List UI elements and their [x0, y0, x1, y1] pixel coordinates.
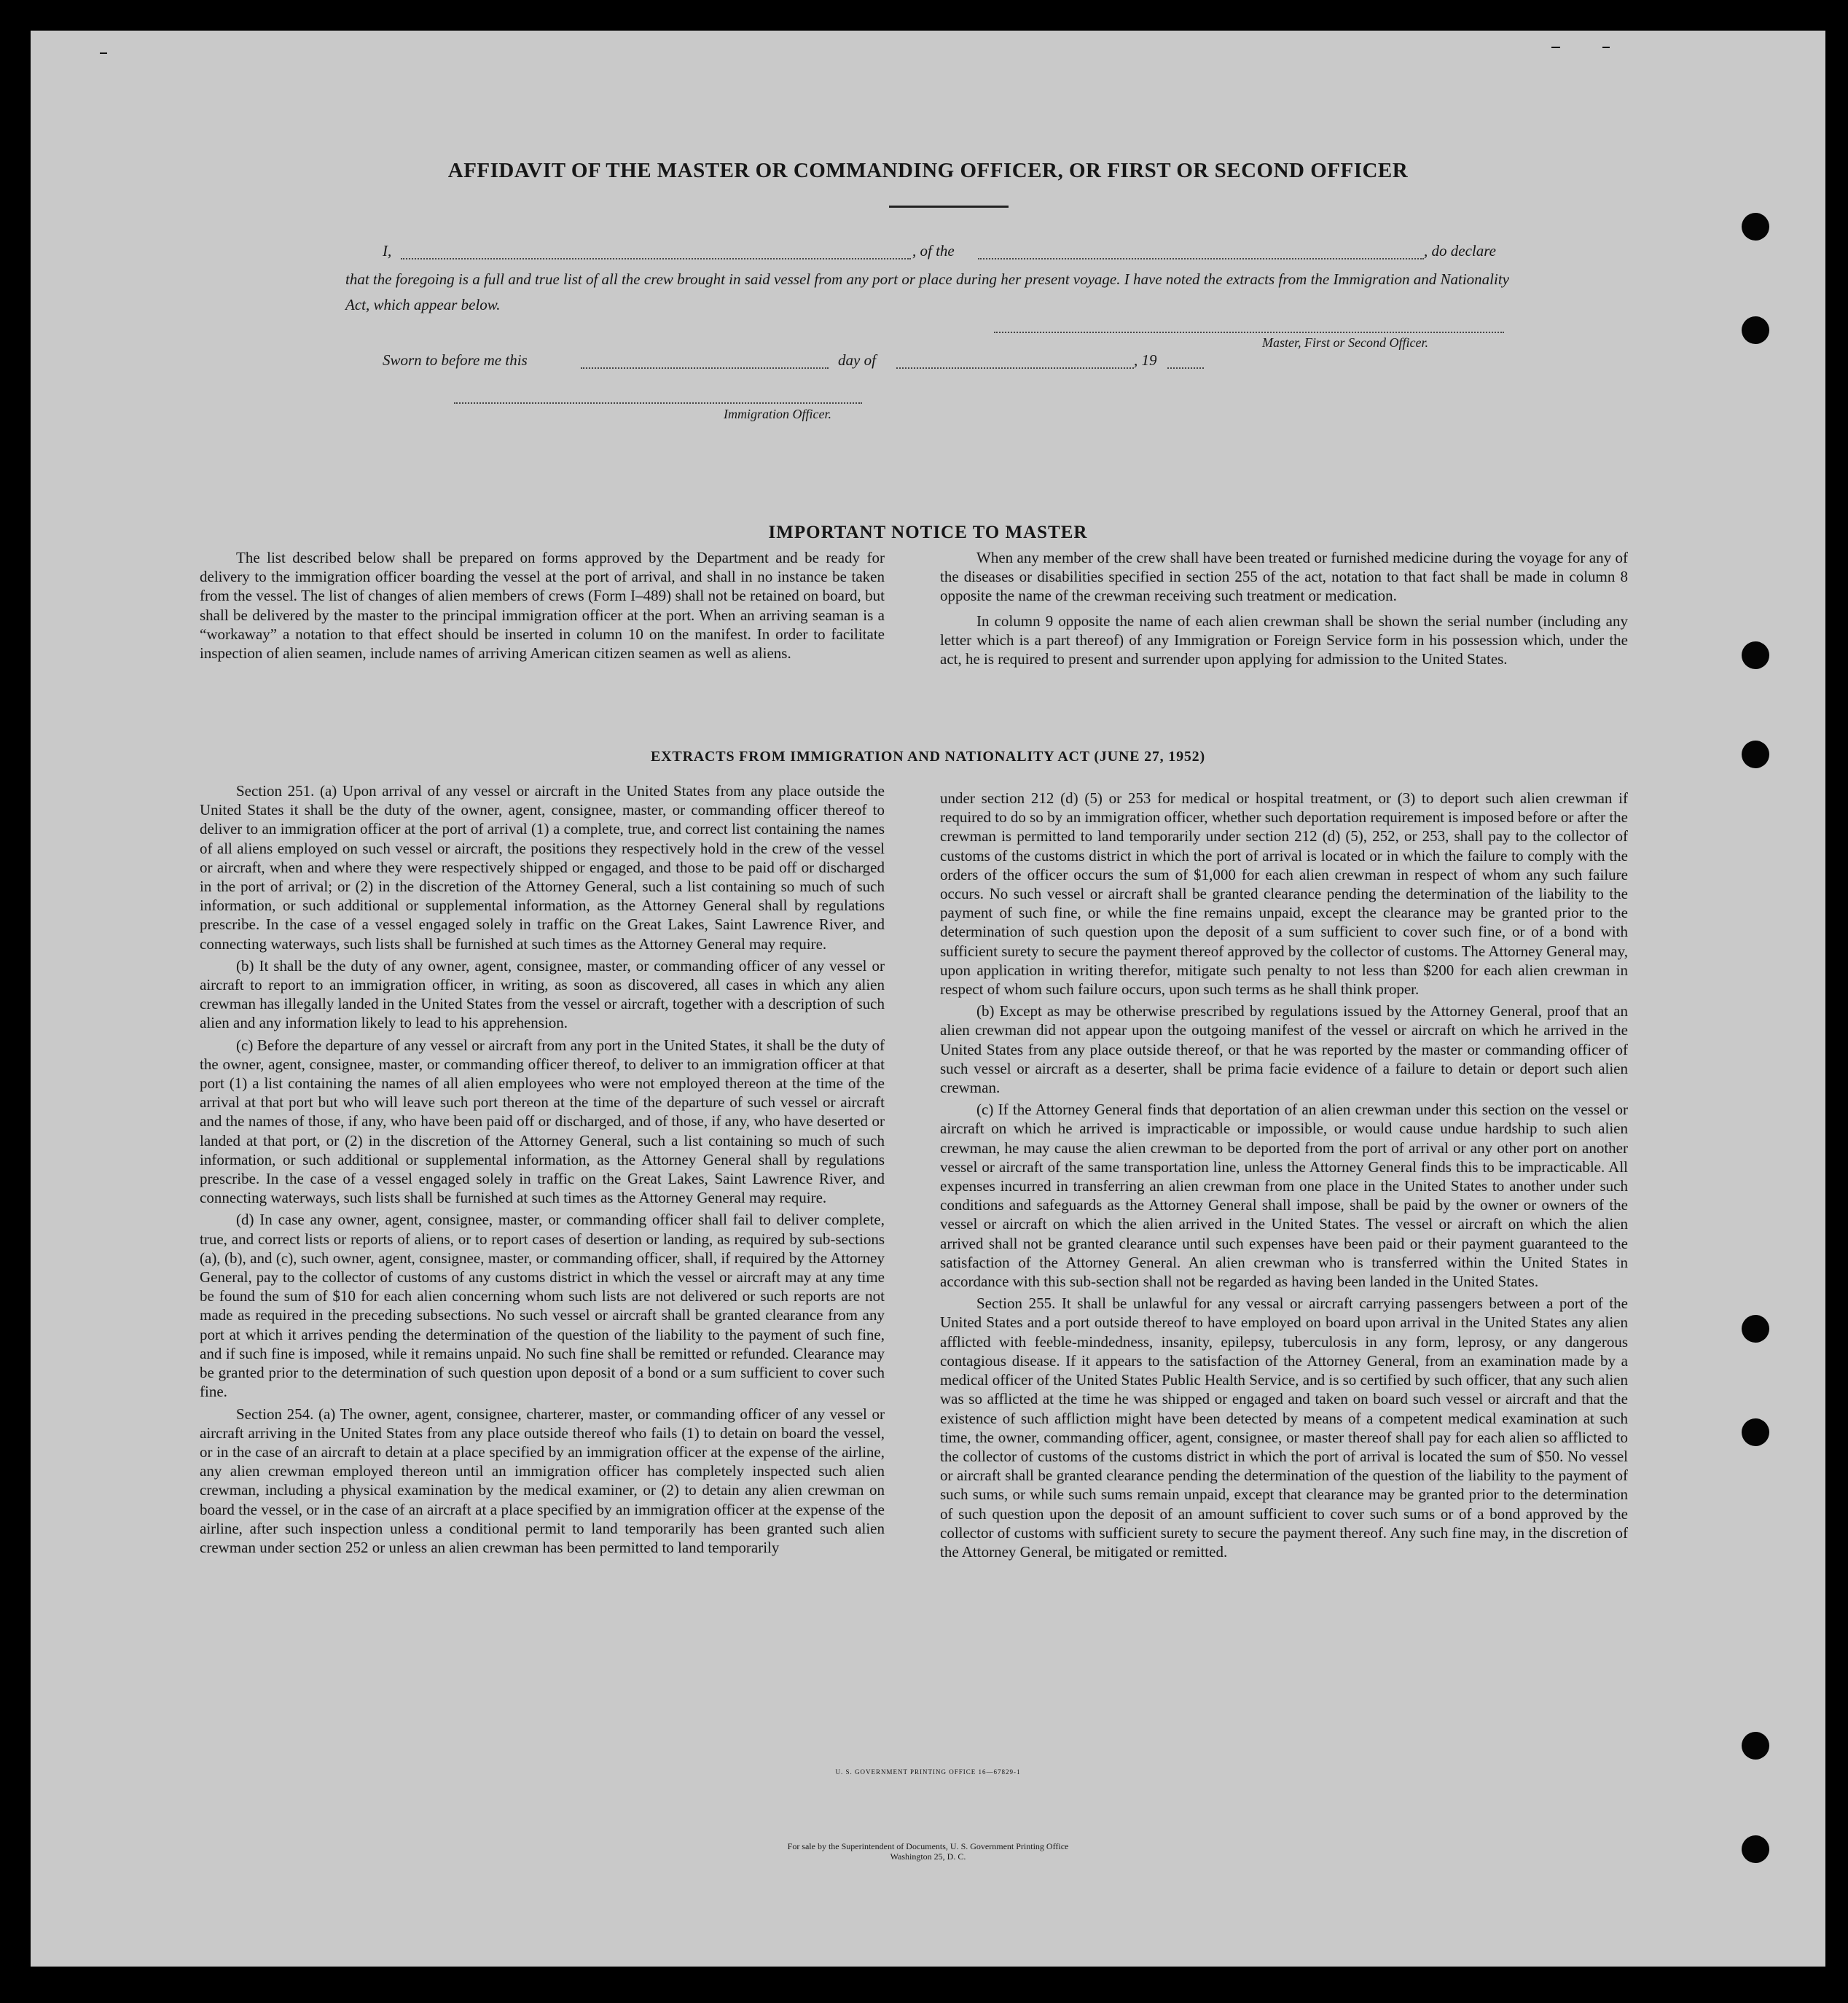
- punch-hole: [1742, 1732, 1769, 1760]
- title-rule: [889, 206, 1009, 208]
- officer-signature-line: [454, 402, 862, 404]
- notice-paragraph: In column 9 opposite the name of each alien crewman shall be shown the serial number (including any letter which is a part thereof) of any Immigration or Foreign Service form in his possession which, under the act, he is required to present and surrender upon applying for admission to the United States.: [940, 612, 1628, 668]
- master-signature-line: [994, 332, 1504, 333]
- year-prefix-label: , 19: [1134, 351, 1157, 369]
- punch-hole: [1742, 1835, 1769, 1863]
- notice-right-column: [940, 548, 1628, 671]
- master-signature-label: Master, First or Second Officer.: [1262, 335, 1428, 350]
- punch-hole: [1742, 641, 1769, 669]
- extracts-left-column: [200, 781, 885, 1560]
- declaration-text: that the foregoing is a full and true list of all the crew brought in said vessel from any port or place during her present voyage. I have noted the extracts from the Immigration and Nationality Act, which appear below.: [345, 270, 1509, 313]
- section-254-b: (b) Except as may be otherwise prescribed by regulations issued by the Attorney General, proof that an alien crewman did not appear upon the outgoing manifest of the vessel or aircraft on which he arrived in the United States from any place outside thereof, or that he was reported by the master or commanding officer of such vessel or aircraft as a deserter, shall be prima facie evidence of a failure to detain or deport such alien crewman.: [940, 1002, 1628, 1097]
- section-251-c: (c) Before the departure of any vessel or aircraft from any port in the United States, it shall be the duty of the owner, agent, consignee, master, or commanding officer thereof, to deliver to an immigration officer at that port (1) a list containing the names of all alien employees who were not employed thereon at the time of the arrival at that port but who will leave such port thereon at the time of the departure of such vessel or aircraft and the names of those, if any, who have been paid off or discharged, and of those, if any, who have deserted or landed at that port, or (2) in the discretion of the Attorney General, such a list containing so much of such information, or such additional or supplemental information, as the Attorney General shall by regulations prescribe. In the case of a vessel engaged solely in traffic on the Great Lakes, Saint Lawrence River, and connecting waterways, such lists shall be furnished at such times as the Attorney General may require.: [200, 1036, 885, 1207]
- punch-hole: [1742, 316, 1769, 344]
- punch-hole: [1742, 1315, 1769, 1343]
- sale-line-2: Washington 25, D. C.: [890, 1851, 966, 1862]
- extracts-heading: EXTRACTS FROM IMMIGRATION AND NATIONALITY ACT (JUNE 27, 1952): [651, 749, 1205, 765]
- sale-line-1: For sale by the Superintendent of Documents, U. S. Government Printing Office: [787, 1841, 1069, 1851]
- officer-signature-label: Immigration Officer.: [724, 407, 831, 421]
- sworn-month-line: [896, 367, 1134, 369]
- section-254-c: (c) If the Attorney General finds that deportation of an alien crewman under this section on the vessel or aircraft on which he arrived is impracticable or impossible, or would cause undue hardship to such alien crewman, he may cause the alien crewman to be deported from the port of arrival or any other port on another vessel or aircraft of the same transportation line, unless the Attorney General finds this to be impracticable. All expenses incurred in transferring an alien crewman from one place in the United States to another under such conditions and safeguards as the Attorney General shall impose, shall be paid by the owner or owners of the vessel or aircraft on which the alien arrived in the United States. The vessel or aircraft on which the alien arrived shall not be granted clearance until such expenses have been paid or their payment guaranteed to the satisfaction of the Attorney General. An alien crewman who is transferred within the United States in accordance with this sub-section shall not be regarded as having been landed in the United States.: [940, 1101, 1628, 1291]
- vessel-blank-line: [978, 258, 1424, 259]
- name-blank-line: [401, 258, 911, 259]
- section-254-a-cont: under section 212 (d) (5) or 253 for medical or hospital treatment, or (3) to deport such alien crewman if required to do so by an immigration officer, whether such deportation requirement is imposed before or after the crewman is permitted to land temporarily under section 212 (d) (5), 252, or 253, shall pay to the collector of customs of the customs district in which the port of arrival is located or in which the failure to comply with the orders of the officer occurs the sum of $1,000 for each alien crewman in respect of whom any such failure occurs. No such vessel or aircraft shall be granted clearance pending the determination of the liability to the payment of such fine, or while the fine remains unpaid, except the clearance may be granted prior to the determination of such question upon the deposit of a sum sufficient to cover such fine, or of a bond with sufficient surety to secure the payment thereof approved by the collector of customs. The Attorney General may, upon application in writing therefor, mitigate such penalty to not less than $200 for each alien crewman in respect of whom such failure occurs, upon such terms as he shall think proper.: [940, 789, 1628, 999]
- i-label: I,: [383, 242, 392, 259]
- sworn-label: Sworn to before me this: [383, 351, 528, 369]
- printing-office-line: U. S. GOVERNMENT PRINTING OFFICE 16—67829-1: [835, 1768, 1021, 1776]
- extracts-right-column: [940, 789, 1628, 1564]
- of-the-label: , of the: [912, 242, 955, 259]
- punch-hole: [1742, 213, 1769, 241]
- notice-heading: IMPORTANT NOTICE TO MASTER: [768, 523, 1088, 542]
- section-251-b: (b) It shall be the duty of any owner, agent, consignee, master, or commanding officer of any vessel or aircraft to report to an immigration officer, in writing, as soon as discovered, all cases in which any alien crewman has illegally landed in the United States from the vessel or aircraft, together with a description of such alien and any information likely to lead to his apprehension.: [200, 956, 885, 1032]
- affidavit-title: AFFIDAVIT OF THE MASTER OR COMMANDING OFFICER, OR FIRST OR SECOND OFFICER: [447, 159, 1409, 182]
- document-page: [31, 31, 1825, 1967]
- sworn-day-line: [581, 367, 829, 369]
- do-declare-label: , do declare: [1424, 242, 1496, 259]
- year-blank-line: [1167, 367, 1204, 369]
- scan-mark: [100, 52, 107, 54]
- scan-mark: [1602, 47, 1610, 48]
- punch-hole: [1742, 741, 1769, 768]
- section-255: Section 255. It shall be unlawful for any vessal or aircraft carrying passengers between a port of the United States and a port outside thereof to have employed on board upon arrival in the United States any alien afflicted with feeble-mindedness, insanity, epilepsy, tuberculosis in any form, leprosy, or any dangerous contagious disease. If it appears to the satisfaction of the Attorney General, from an examination made by a medical officer of the United States Public Health Service, and is so certified by such officer, that any such alien was so afflicted at the time he was shipped or engaged and taken on board such vessel or aircraft and that the existence of such affliction might have been detected by means of a competent medical examination at such time, the owner, commanding officer, agent, consignee, or master thereof shall pay for each alien so afflicted to the collector of customs of the customs district in which the port of arrival is located the sum of $50. No vessel or aircraft shall be granted clearance pending the determination of the question of the liability to the payment of such sums, or while such sums remain unpaid, except that clearance may be granted prior to the determination of such question upon the deposit of an amount sufficient to cover such sums or of a bond approved by the collector of customs with sufficient surety to secure the payment thereof. Any such fine may, in the discretion of the Attorney General, be mitigated or remitted.: [940, 1295, 1628, 1561]
- notice-left-column: [200, 548, 885, 665]
- day-of-label: day of: [838, 351, 876, 369]
- notice-paragraph: When any member of the crew shall have been treated or furnished medicine during the voyage for any of the diseases or disabilities specified in section 255 of the act, notation to that fact shall be made in column 8 opposite the name of the crewman receiving such treatment or medication.: [940, 549, 1628, 605]
- section-251-a: Section 251. (a) Upon arrival of any vessel or aircraft in the United States from any place outside the United States it shall be the duty of the owner, agent, consignee, master, or commanding officer thereof to deliver to an immigration officer at the port of arrival (1) a complete, true, and correct list containing the names of all aliens employed on such vessel or aircraft, the positions they respectively hold in the crew of the vessel or aircraft, when and where they were respectively shipped or engaged, and those to be paid off or discharged in the port of arrival; or (2) in the discretion of the Attorney General, such a list containing so much of such information, or such additional or supplemental information, as the Attorney General shall by regulations prescribe. In the case of a vessel engaged solely in traffic on the Great Lakes, Saint Lawrence River, and connecting waterways, such lists shall be furnished at such times as the Attorney General may require.: [200, 782, 885, 953]
- scan-mark: [1551, 47, 1560, 48]
- section-251-d: (d) In case any owner, agent, consignee, master, or commanding officer shall fail to deliver complete, true, and correct lists or reports of aliens, or to report cases of desertion or landing, as required by sub-sections (a), (b), and (c), such owner, agent, consignee, master, or commanding officer, shall, if required by the Attorney General, pay to the collector of customs of any customs district in which the vessel or aircraft may at any time be found the sum of $10 for each alien concerning whom such lists are not delivered or such reports are not made as required in the preceding subsections. No such vessel or aircraft shall be granted clearance from any port at which it arrives pending the determination of the question of the liability to the payment of such fine, and if such fine is imposed, while it remains unpaid. No such fine shall be remitted or refunded. Clearance may be granted prior to the determination of such question upon deposit of a bond or a sum sufficient to cover such fine.: [200, 1211, 885, 1401]
- punch-hole: [1742, 1418, 1769, 1446]
- notice-paragraph: The list described below shall be prepared on forms approved by the Department and be ready for delivery to the immigration officer boarding the vessel at the port of arrival, and shall in no instance be taken from the vessel. The list of changes of alien members of crews (Form I–489) shall not be retained on board, but shall be delivered by the master to the principal immigration officer at the port. When an arriving seaman is a “workaway” a notation to that effect should be inserted in column 10 on the manifest. In order to facilitate inspection of alien seamen, include names of arriving American citizen seamen as well as aliens.: [200, 549, 885, 663]
- section-254-a: Section 254. (a) The owner, agent, consignee, charterer, master, or commanding officer of any vessel or aircraft arriving in the United States from any place outside thereof who fails (1) to detain on board the vessel, or in the case of an aircraft to detain at a place specified by an immigration officer at the expense of the airline, any alien crewman employed thereon until an immigration officer has completely inspected such alien crewman, including a physical examination by the medical examiner, or (2) to detain any alien crewman on board the vessel, or in the case of an aircraft at a place specified by an immigration officer at the expense of the airline, after such inspection unless a conditional permit to land temporarily has been granted such alien crewman under section 252 or unless an alien crewman has been permitted to land temporarily: [200, 1405, 885, 1556]
